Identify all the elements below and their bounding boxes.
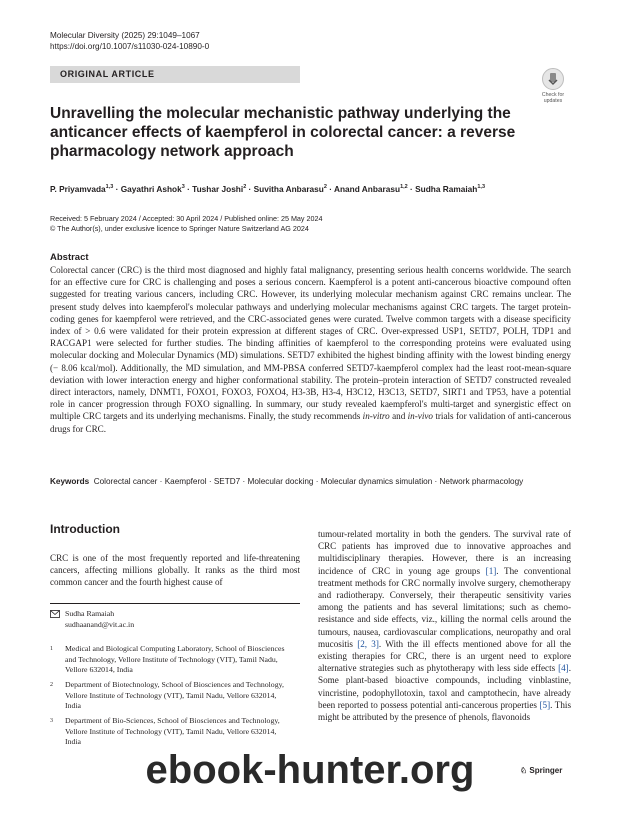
author-affiliation-mark: 2 <box>243 184 247 190</box>
abstract-text: Colorectal cancer (CRC) is the third most diagnosed and highly fatal malignancy, presenting serious health concerns worldwide. The search for an effective cure for CRC is challenging and poses a serious concern. Kaempferol is a potent anti-cancerous bioactive compound often suggested for treating various cancers, including CRC. However, its underlying molecular mechanism against CRC remains unclear. The present study delves into kaempferol's molecular pathways and underlying molecular mechanisms against CRC targets. The target protein-coding genes for kaempferol were retrieved, and the CRC-associated genes were curated. Twelve common targets with a disease specificity index of > 0.6 were validated for their protein expression at different stages of CRC. Over-expressed USP1, SETD7, POLH, TDP1 and RACGAP1 were selected for further studies. The binding affinities of kaempferol to the corresponding proteins were evaluated using molecular docking and Molecular Dynamics (MD) simulations. SETD7 exhibited the highest binding affinity with the lowest binding energy (− 8.06 kcal/mol). Additionally, the MD simulation, and MM-PBSA conferred SETD7-kaempferol complex had the least root-mean-square deviation with lower interaction energy and higher conformational stability. The protein–protein interaction of SETD7 constructed revealed direct interactors, namely, DNMT1, FOXO1, FOXO3, FOXO4, H3-3B, H3-4, H3C12, H3C13, SETD7, SIRT1 and TP53, have a potential role in cancer progression through FOXO signalling. In summary, our study revealed kaempferol's multi-target and synergistic effect on multiple CRC targets and its underlying mechanisms. Finally, the study recommends <box>50 265 571 422</box>
author-affiliation-mark: 3 <box>181 184 185 190</box>
doi-link[interactable]: https://doi.org/10.1007/s11030-024-10890-0 <box>50 42 210 51</box>
abstract-body <box>50 264 571 435</box>
author-affiliation-mark: 1,2 <box>400 184 408 190</box>
envelope-icon <box>50 610 60 622</box>
corresponding-email[interactable]: sudhaanand@vit.ac.in <box>65 619 135 629</box>
citation-link[interactable]: [5] <box>539 699 551 710</box>
intro-left-column: CRC is one of the most frequently reported and life-threatening cancers, affecting millions globally. It ranks as the third most common cancer and the fourth highest cause of <box>50 553 300 588</box>
intro-right-column <box>318 528 571 723</box>
keywords <box>50 476 571 488</box>
author-name[interactable]: Gayathri Ashok <box>120 183 182 194</box>
history-dates: Received: 5 February 2024 / Accepted: 30 April 2024 / Published online: 25 May 2024 <box>50 214 323 223</box>
check-for-updates-icon <box>542 68 564 90</box>
check-for-updates-label: Check for updates <box>541 92 565 104</box>
abstract-text: trials for validation of anti-cancerous drugs for CRC. <box>50 411 571 434</box>
corresponding-author: Sudha Ramaiah <box>65 609 115 618</box>
check-for-updates-badge[interactable] <box>538 68 568 110</box>
author-affiliation-mark: 1,3 <box>477 184 486 190</box>
affiliation-1 <box>50 644 300 684</box>
intro-text: . With the ill effects mentioned above for all the existing therapies for CRC, there is an urgent need to explore alternative strategies such as phytotherapy with less side effects <box>318 638 571 674</box>
author-name[interactable]: Anand Anbarasu <box>334 183 401 194</box>
abstract-italic: in-vitro <box>362 411 390 422</box>
affiliation-text: Department of Bio-Sciences, School of Biosciences and Technology, Vellore Institute of Technology (VIT), Tamil Nadu, Vellore 632014, India <box>65 716 280 746</box>
author-affiliation-mark: 2 <box>323 184 327 190</box>
citation-link[interactable]: [2, 3] <box>357 638 379 649</box>
affiliation-text: Department of Biotechnology, School of Biosciences and Technology, Vellore Institute of Technology (VIT), Tamil Nadu, Vellore 632014, India <box>65 680 284 710</box>
intro-text: . Some plant-based bioactive compounds, including vinblastine, vincristine, podophyllotoxin, taxol and camptothecin, have already been reported to possess potential anti-cancerous properties <box>318 663 571 710</box>
publisher-logo <box>520 766 562 775</box>
author-name[interactable]: P. Priyamvada <box>50 183 106 194</box>
intro-text: tumour-related mortality in both the genders. The survival rate of CRC patients has improved due to innovative approaches and multidisciplinary therapies. However, there is an increasing incidence of CRC in young age groups <box>318 529 571 576</box>
citation-link[interactable]: [4] <box>558 663 569 674</box>
footnote-divider <box>50 603 300 604</box>
author-list: P. Priyamvada$^{1,3}$ · Gayathri Ashok$^3$ · Tushar Joshi$^2$ · Suvitha Anbarasu$^2$ · Anand Anbarasu$^{1,2}$ · Sudha Ramaiah$^{1,3}$ <box>50 183 486 194</box>
author-name[interactable]: Tushar Joshi <box>192 183 244 194</box>
publication-dates <box>50 214 323 234</box>
author-name[interactable]: Sudha Ramaiah <box>415 183 478 194</box>
citation-link[interactable]: [1] <box>485 565 497 576</box>
abstract-heading: Abstract <box>50 252 89 263</box>
author-name[interactable]: Suvitha Anbarasu <box>253 183 324 194</box>
abstract-italic: in-vivo <box>407 411 433 422</box>
article-title: Unravelling the molecular mechanistic pathway underlying the anticancer effects of kaempferol in colorectal cancer: a reverse pharmacology network approach <box>50 105 516 160</box>
watermark: ebook-hunter.org <box>145 748 475 792</box>
affiliation-text: Medical and Biological Computing Laboratory, School of Biosciences and Technology, Vellore Institute of Technology (VIT), Tamil Nadu, Vellore 632014, India <box>65 644 285 674</box>
journal-citation: Molecular Diversity (2025) 29:1049–1067 <box>50 31 200 40</box>
section-label: ORIGINAL ARTICLE <box>60 69 155 79</box>
introduction-heading: Introduction <box>50 522 120 536</box>
abstract-text: and <box>389 411 408 422</box>
intro-text: . This might be attributed by the presence of phenols, flavonoids <box>318 699 572 723</box>
author-affiliation-mark: 1,3 <box>105 184 114 190</box>
springer-horse-icon: ♘ <box>520 766 528 775</box>
affiliation-number: 2 <box>50 682 53 688</box>
keywords-list: Colorectal cancer · Kaempferol · SETD7 · Molecular docking · Molecular dynamics simulation · Network pharmacology <box>93 477 524 486</box>
affiliation-number: 3 <box>50 718 53 724</box>
keywords-label: Keywords <box>50 477 90 486</box>
affiliation-number: 1 <box>50 646 53 652</box>
intro-text: . The conventional treatment methods for CRC normally involve surgery, chemotherapy and radiotherapy. Conversely, their therapeutic sensitivity varies among the patients and has several limitations; such as chemo-resistance and side effects, viz., killing the normal cells around the tumours, nausea, cardiovascular complications, neuropathy and oral mucositis <box>318 565 571 649</box>
affiliation-2 <box>50 680 300 720</box>
publisher-name: Springer <box>529 766 563 775</box>
copyright-line: © The Author(s), under exclusive licence to Springer Nature Switzerland AG 2024 <box>50 224 309 233</box>
